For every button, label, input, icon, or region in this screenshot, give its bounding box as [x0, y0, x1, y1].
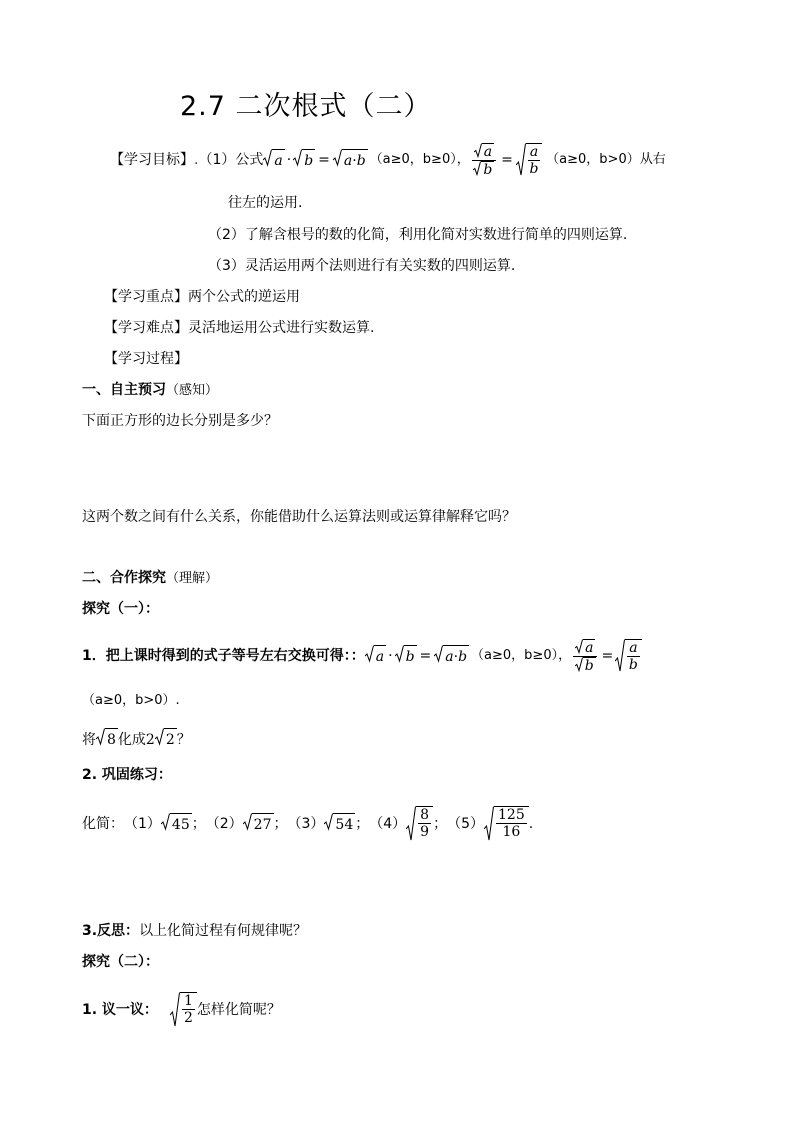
sqrt-2: 2 — [155, 728, 177, 751]
condition-1: （a≥0，b≥0）， — [369, 152, 470, 167]
sqrt-a-over-b: $\frac{a}{b}$ — [615, 639, 641, 673]
page-title: 2.7 二次根式（二） — [180, 91, 432, 122]
formula-intro: （1）公式 — [198, 152, 264, 168]
process-label: 【学习过程】 — [104, 351, 188, 367]
section2-heading: 二、合作探究（理解） — [82, 570, 219, 586]
section1-question-1: 下面正方形的边长分别是多少？ — [82, 413, 278, 429]
sqrt-8-over-9: $\frac{8}{9}$ — [406, 806, 433, 842]
condition-2: （a≥0，b>0）从右 — [546, 152, 666, 167]
section1-heading: 一、自主预习（感知） — [82, 382, 219, 398]
sqrt-b: b — [293, 149, 315, 172]
sqrt-a-over-b: $\frac{a}{b}$ — [516, 143, 542, 177]
explore-2-heading: 探究（二）： — [82, 954, 159, 970]
difficulties — [104, 317, 374, 339]
sqrt-27: 27 — [243, 813, 274, 836]
fraction-sqrt-a-over-sqrt-b: $\frac{a}{b}$ — [573, 639, 597, 674]
practice-exercises: 化简： （1） 45 ； （2） 27 ； （3） 54 ； （4） $\frac{8}{9}$ ； （5） $\frac{125}{16}$ . — [82, 807, 534, 840]
sqrt-54: 54 — [324, 813, 355, 836]
difficulties-text: 灵活地运用公式进行实数运算. — [188, 320, 375, 336]
key-points-label: 【学习重点】 — [104, 289, 188, 305]
difficulties-label: 【学习难点】 — [104, 320, 188, 336]
convert-question: 将 8 化成 2 2 ？ — [82, 728, 191, 751]
sqrt-ab: a·b — [434, 645, 469, 668]
key-points — [104, 286, 300, 308]
problem-1-condition-2: （a≥0，b>0）. — [82, 693, 180, 708]
condition-1: （a≥0，b≥0）， — [471, 648, 572, 663]
objectives-item3: （3）灵活运用两个法则进行有关实数的四则运算. — [208, 258, 516, 274]
sqrt-8: 8 — [96, 728, 118, 751]
reflection: 3.反思：以上化简过程有何规律呢？ — [82, 923, 308, 939]
sqrt-ab: a·b — [333, 149, 368, 172]
key-points-text: 两个公式的逆运用 — [188, 289, 300, 305]
sqrt-a: a — [365, 645, 386, 668]
fraction-sqrt-a-over-sqrt-b: $\frac{a}{b}$ — [472, 143, 496, 178]
explore-1-problem-1: 1．把上课时得到的式子等号左右交换可得：： a · b = a·b （a≥0，b≥0）， $\frac{a}{b}$ = $\frac{a}{b}$ — [82, 638, 642, 674]
objectives-label: 【学习目标】 — [110, 152, 194, 168]
practice-heading: 2. 巩固练习： — [82, 767, 172, 783]
objectives-line-1: 【学习目标】 . （1）公式 a · b = a·b （a≥0，b≥0）， $\frac{a}{b}$ = $\frac{a}{b}$ （a≥0，b>0）从右 — [110, 143, 666, 178]
discussion-question: 1. 议一议： $\frac{1}{2}$ 怎样化简呢？ — [82, 993, 281, 1026]
explore-1-heading: 探究（一）： — [82, 601, 159, 617]
sqrt-45: 45 — [161, 813, 192, 836]
sqrt-b: b — [395, 645, 417, 668]
objectives-item1-continued: 往左的运用. — [228, 195, 303, 211]
sqrt-a: a — [263, 149, 284, 172]
sqrt-125-over-16: $\frac{125}{16}$ — [484, 806, 529, 842]
sqrt-1-over-2: $\frac{1}{2}$ — [170, 992, 197, 1028]
objectives-item2: （2）了解含根号的数的化简，利用化简对实数进行简单的四则运算. — [208, 227, 628, 243]
section1-question-2: 这两个数之间有什么关系，你能借助什么运算法则或运算律解释它吗？ — [82, 509, 516, 525]
objectives-dot: . — [194, 152, 199, 168]
